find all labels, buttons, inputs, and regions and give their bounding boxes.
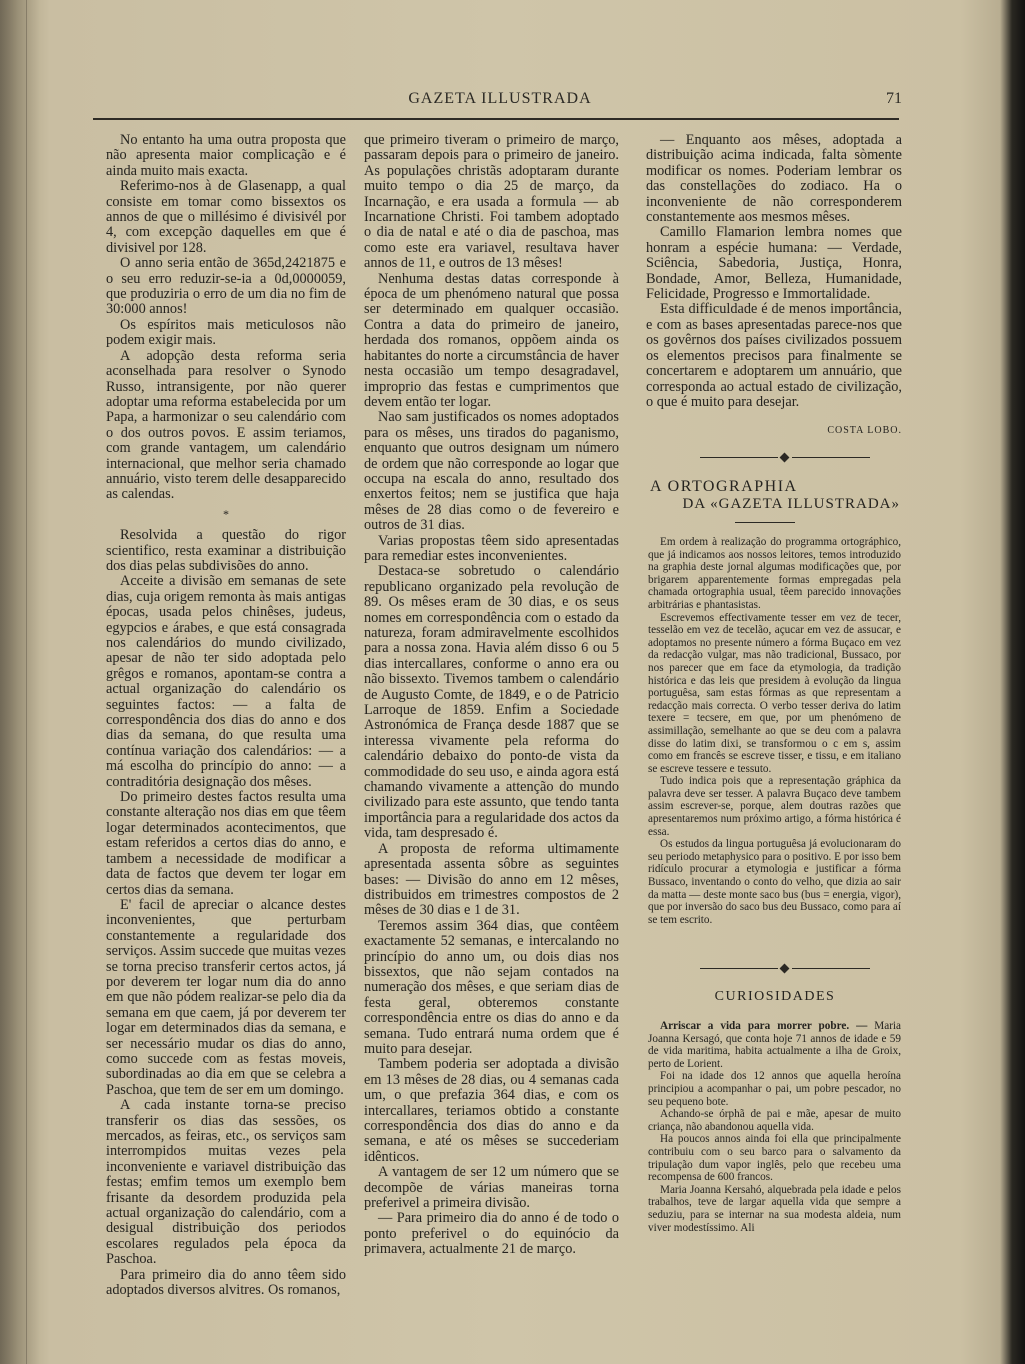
paragraph: Os estudos da lingua portuguêsa já evolucionaram do seu periodo metaphysico para o positivo. E por isso bem ridículo procurar a etymologia e justificar a fórma Bussaco, inventando o conto do velho, que dizia ao sair da matta — deste monte saco bus (bus = energia, vigor), que por inversão do saco bus deu Bussaco, como para aí se tem escrito. (648, 838, 901, 926)
paragraph: O anno seria então de 365d,2421875 e o seu erro reduzir-se-ia a 0d,0000059, que produziria o erro de um dia no fim de 30:000 annos! (106, 255, 346, 318)
paragraph: E' facil de apreciar o alcance destes inconvenientes, que perturbam constantemente a regularidade dos serviços. Assim succede que muitas vezes se torna preciso transferir certos actos, já por deverem ter logar num dia do anno em que não pódem realizar-se pelo dia da semana em que caem, já por deverem ter logar em determinados dias da semana, e ser necessário mudar os dias do anno, como succede com as festas moveis, subordinadas ao dia em que se celebra a Paschoa, que tem de ser em um domingo. (106, 896, 346, 1098)
ornamental-divider (700, 452, 870, 464)
paragraph: — Para primeiro dia do anno é de todo o ponto preferivel o do equinócio da primavera, actualmente 21 de março. (364, 1210, 619, 1258)
paragraph: que primeiro tiveram o primeiro de março, passaram depois para o primeiro de janeiro. As populações christãs adoptaram durante muito tempo o dia 25 de março, da Incarnação, e era usada a formula — ab Incarnatione Christi. Foi tambem adoptado o dia de natal e até o dia de paschoa, mas como este era variavel, resultava haver annos de 11, e outros de 13 mêses! (364, 132, 619, 272)
heading-rule (735, 522, 795, 523)
paragraph: A proposta de reforma ultimamente apresentada assenta sôbre as seguintes bases: — Divisão do anno em 12 mêses, distribuidos em trimestres compostos de 2 mêses de 30 dias e 1 de 31. (364, 840, 619, 919)
paragraph: Acceite a divisão em semanas de sete dias, cuja origem remonta às mais antigas épocas, usada pelos chinêses, judeus, egypcios e árabes, e que está consagrada nos calendários do mundo civilizado, apesar de não ter sido adoptada pelo grêgos e romanos, apontam-se contra a actual organização do calendário os seguintes factos: — a falta de correspondência dos dias do anno e dos dias da semana, do que resulta uma contínua variação dos calendários: — a má escolha do princípio do anno: — a contraditória designação dos mêses. (106, 573, 346, 790)
paragraph: Varias propostas têem sido apresentadas para remediar estes inconvenientes. (364, 532, 619, 564)
section-separator: * (223, 506, 229, 521)
paragraph: Em ordem à realização do programma ortográphico, que já indicamos aos nossos leitores, temos introduzido na graphia deste jornal algumas modificações que, por brigarem apparentemente formas empregadas pela chamada ortographia usual, têem parecido innovações arbitrárias e phantasistas. (648, 536, 901, 611)
paragraph: Nenhuma destas datas corresponde à época de um phenómeno natural que possa ser determinado em qualquer occasião. Contra a data do primeiro de janeiro, herdada dos romanos, oppõem ainda os habitantes do norte a circumstância de haver nesta occasião um tempo desagradavel, improprio das festas e cumprimentos que devem então ter logar. (364, 270, 619, 410)
header-rule (93, 118, 899, 120)
orthographia-article (648, 536, 901, 950)
curiosidades-article (648, 1020, 901, 1252)
paragraph: Referimo-nos à de Glasenapp, a qual consiste em tomar como bissextos os annos de que o millésimo é divisivél por 4, com excepção daquelles em que é divisivel por 128. (106, 178, 346, 256)
paragraph: Tambem poderia ser adoptada a divisão em 13 mêses de 28 dias, ou 4 semanas cada um, o que prefazia 364 dias, e com os intercallares, teriamos obtido a constante correspondência dos dias do anno e da semana, e até os mêses se succederiam idênticos. (364, 1056, 619, 1165)
paragraph: Escrevemos effectivamente tesser em vez de tecer, tesselão em vez de tecelão, açucar em vez de assucar, e adoptamos no presente número a fórma Buçaco em vez da redacção vulgar, mas não tradicional, Bussaco, por nos parecer que em face da etymologia, da tradição histórica e das leis que presidem à evolução da lingua portuguêsa, sam estas fórmas as que representam a redacção mais correcta. O verbo tesser deriva do latim texere = tecsere, em que, por um phenómeno de assimillação, semelhante ao que se deu com a palavra disse do latim dixi, se transformou o c em s, assim como em francês se escreve tisser, e tissu, e em italiano se escreve tessere e tessuto. (648, 611, 901, 775)
paragraph: Teremos assim 364 dias, que contêem exactamente 52 semanas, e intercalando no princípio do anno um, ou dois dias nos bissextos, que não sejam contados na numeração dos mêses, e que seriam dias de festa geral, obteremos constante correspondência entre os dias do anno e da semana. Tudo entrará numa ordem que é muito para desejar. (364, 917, 619, 1057)
paragraph: No entanto ha uma outra proposta que não apresenta maior complicação e é ainda muito mais exacta. (106, 132, 346, 179)
paragraph: Os espíritos mais meticulosos não podem exigir mais. (106, 316, 346, 349)
page-number: 71 (886, 90, 902, 107)
paragraph: — Enquanto aos mêses, adoptada a distribuição acima indicada, falta sòmente modificar os nomes. Poderiam lembrar os das constellações do zodiaco. Ha o inconveniente de não corresponderem constantemente aos mesmos mêses. (646, 132, 902, 226)
section-heading: CURIOSIDADES (714, 989, 836, 1004)
paragraph: Esta difficuldade é de menos importância, e com as bases apresentadas parece-nos que os govêrnos dos países civilizados possuem os elementos precisos para finalmente se concertarem e adoptarem um annuário, que corresponda ao actual estado de civilização, o que é muito para desejar. (646, 301, 902, 410)
paragraph: Foi na idade dos 12 annos que aquella heroína principiou a acompanhar o pai, um pobre pescador, no seu pequeno bote. (648, 1070, 901, 1108)
paragraph: A cada instante torna-se preciso transferir os dias das sessões, os mercados, as feiras, etc., os serviços sam interrompidos muitas vezes pela inconveniente e variavel distribuição das festas; emfim temos um exemplo bem frisante da desordem produzida pela actual organização do calendário, com a desigual distribuição dos periodos escolares regulados pela época da Paschoa. (106, 1097, 346, 1268)
paragraph: Do primeiro destes factos resulta uma constante alteração nos dias em que têem logar determinados acontecimentos, que estam referidos a certos dias do anno, e tambem a necessidade de modificar a data de factos que devem ter logar em certos dias da semana. (106, 789, 346, 898)
paragraph: Maria Joanna Kersahó, alquebrada pela idade e pelos trabalhos, teve de largar aquella vida que sempre a seduziu, para se internar na sua modesta aldeia, num viver modestíssimo. Ali (648, 1183, 901, 1234)
running-title: GAZETA ILLUSTRADA (408, 90, 592, 107)
paragraph: Resolvida a questão do rigor scientifico, resta examinar a distribuição dos dias pelas subdivisões do anno. (106, 527, 346, 574)
paragraph: Destaca-se sobretudo o calendário republicano organizado pela revolução de 89. Os mêses eram de 30 dias, e os seus nomes em correspondência com o estado da natureza, foram admiravelmente escolhidos para a nossa zona. Havia além disso 6 ou 5 dias intercallares, conforme o anno era ou não bissexto. Tivemos tambem o calendário de Augusto Comte, de 1849, e o de Patricio Larroque de 1859. Enfim a Sociedade Astronómica de França desde 1887 que se interessa vivamente pela reforma do calendário debaixo do ponto-de vista da commodidade do seu uso, e ainda agora está chamando vivamente a attenção do mundo civilizado para este assunto, que tendo tanta importância para a regularidade dos actos da vida, tam despresado é. (364, 563, 619, 842)
paragraph: Achando-se órphã de pai e mãe, apesar de muito criança, não abandonou aquella vida. (648, 1108, 901, 1133)
section-heading: A ORTOGRAPHIA (650, 478, 798, 495)
ornamental-divider (700, 963, 870, 975)
paragraph (648, 1020, 901, 1070)
paragraph: Ha poucos annos ainda foi ella que principalmente contribuiu com o seu barco para o salvamento da tripulação dum vapor inglês, pelo que recebeu uma recompensa de 600 francos. (648, 1133, 901, 1184)
paragraph: A adopção desta reforma seria aconselhada para resolver o Synodo Russo, intransigente, por não querer adoptar uma reforma estabelecida por um Papa, a harmonizar o seu calendário com o dos outros povos. E assim teriamos, com grande vantagem, um calendário internacional, que melhor seria chamado annuário, visto terem delle desapparecido as calendas. (106, 347, 346, 503)
column-3 (646, 133, 902, 463)
paragraph: Para primeiro dia do anno têem sido adoptados diversos alvitres. Os romanos, (106, 1266, 346, 1299)
binding-gutter (26, 0, 27, 1364)
section-subheading: DA «GAZETA ILLUSTRADA» (682, 496, 900, 512)
paragraph: A vantagem de ser 12 um número que se decompõe de várias maneiras torna preferivel a primeira divisão. (364, 1164, 619, 1212)
author-signature: COSTA LOBO. (827, 425, 902, 436)
paragraph: Camillo Flamarion lembra nomes que honram a espécie humana: — Verdade, Sciência, Sabedoria, Justiça, Honra, Bondade, Amor, Belleza, Humanidade, Felicidade, Progresso e Immortalidade. (646, 224, 902, 303)
paragraph: Tudo indica pois que a representação gráphica da palavra deve ser tesser. A palavra Buçaco deve tambem assim escrever-se, porque, alem doutras razões que apresentaremos num próximo artigo, a fórma histórica é essa. (648, 775, 901, 838)
column-1 (106, 132, 346, 1299)
column-2 (364, 132, 619, 1258)
paragraph: Nao sam justificados os nomes adoptados para os mêses, uns tirados do paganismo, enquanto que outros designam um número de ordem que não corresponde ao logar que occupa na escala do anno, resultado dos enxertos feitos; nem se justifica que haja mêses de 28 dias como o de fevereiro e outros de 31 dias. (364, 409, 619, 534)
paragraph-text: Maria Joanna Kersagó, que conta hoje 71 annos de idade e 59 de vida maritima, habita actualmente a ilha de Groix, perto de Lorient. (648, 1020, 901, 1070)
item-headline: Arriscar a vida para morrer pobre. — (660, 1020, 868, 1032)
